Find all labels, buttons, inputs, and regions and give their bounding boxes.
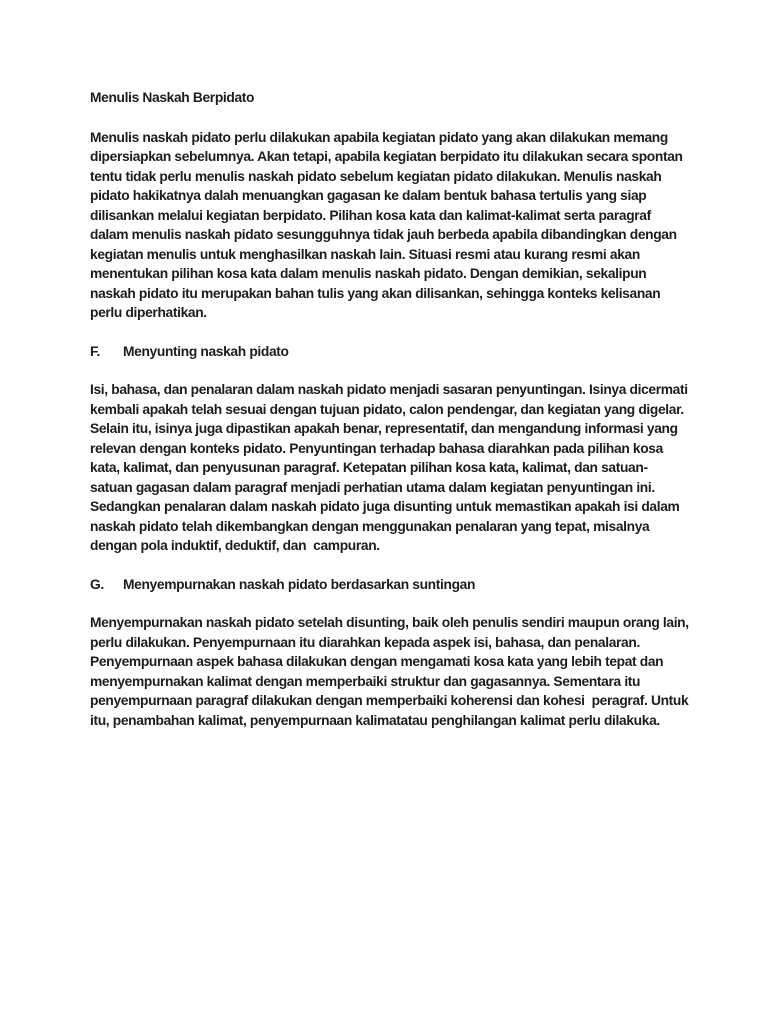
section-heading-g — [90, 575, 690, 595]
intro-paragraph: Menulis naskah pidato perlu dilakukan apabila kegiatan pidato yang akan dilakukan memang dipersiapkan sebelumnya. Akan tetapi, apabila kegiatan berpidato itu dilakukan secara spontan tentu tidak perlu menulis naskah pidato sebelum kegiatan pidato dilakukan. Menulis naskah pidato hakikatnya dalah menuangkan gagasan ke dalam bentuk bahasa tertulis yang siap dilisankan melalui kegiatan berpidato. Pilihan kosa kata dan kalimat-kalimat serta paragraf dalam menulis naskah pidato sesungguhnya tidak jauh berbeda apabila dibandingkan dengan kegiatan menulis untuk menghasilkan naskah lain. Situasi resmi atau kurang resmi akan menentukan pilihan kosa kata dalam menulis naskah pidato. Dengan demikian, sekalipun naskah pidato itu merupakan bahan tulis yang akan dilisankan, sehingga konteks kelisanan perlu diperhatikan. — [90, 129, 687, 320]
section-label-g: G. — [90, 576, 104, 592]
document-content — [90, 88, 693, 749]
section-label-f: F. — [90, 343, 101, 359]
section-body-f: Isi, bahasa, dan penalaran dalam naskah pidato menjadi sasaran penyuntingan. Isinya dicermati kembali apakah telah sesuai dengan tujuan pidato, calon pendengar, dan kegiatan yang digelar. Selain itu, isinya juga dipastikan apakah benar, representatif, dan mengandung informasi yang relevan dengan konteks pidato. Penyuntingan terhadap bahasa diarahkan pada pilihan kosa kata, kalimat, dan penyusunan paragraf. Ketepatan pilihan kosa kata, kalimat, dan satuan-satuan gagasan dalam paragraf menjadi perhatian utama dalam kegiatan penyuntingan ini. Sedangkan penalaran dalam naskah pidato juga disunting untuk memastikan apakah isi dalam naskah pidato telah dikembangkan dengan menggunakan penalaran yang tepat, misalnya dengan pola induktif, deduktif, dan campuran. — [90, 382, 692, 553]
document-title: Menulis Naskah Berpidato — [90, 90, 255, 105]
section-heading-f — [90, 342, 690, 362]
section-heading-text-f: Menyunting naskah pidato — [123, 343, 289, 359]
section-heading-text-g: Menyempurnakan naskah pidato berdasarkan suntingan — [123, 576, 476, 592]
section-body-g: Menyempurnakan naskah pidato setelah disunting, baik oleh penulis sendiri maupun orang lain, perlu dilakukan. Penyempurnaan itu diarahkan kepada aspek isi, bahasa, dan penalaran. Penyempurnaan aspek bahasa dilakukan dengan mengamati kosa kata yang lebih tepat dan menyempurnakan kalimat dengan memperbaiki struktur dan gagasannya. Sementara itu penyempurnaan paragraf dilakukan dengan memperbaiki koherensi dan kohesi peragraf. Untuk itu, penambahan kalimat, penyempurnaan kalimatatau penghilangan kalimat perlu dilakuka. — [90, 615, 693, 728]
